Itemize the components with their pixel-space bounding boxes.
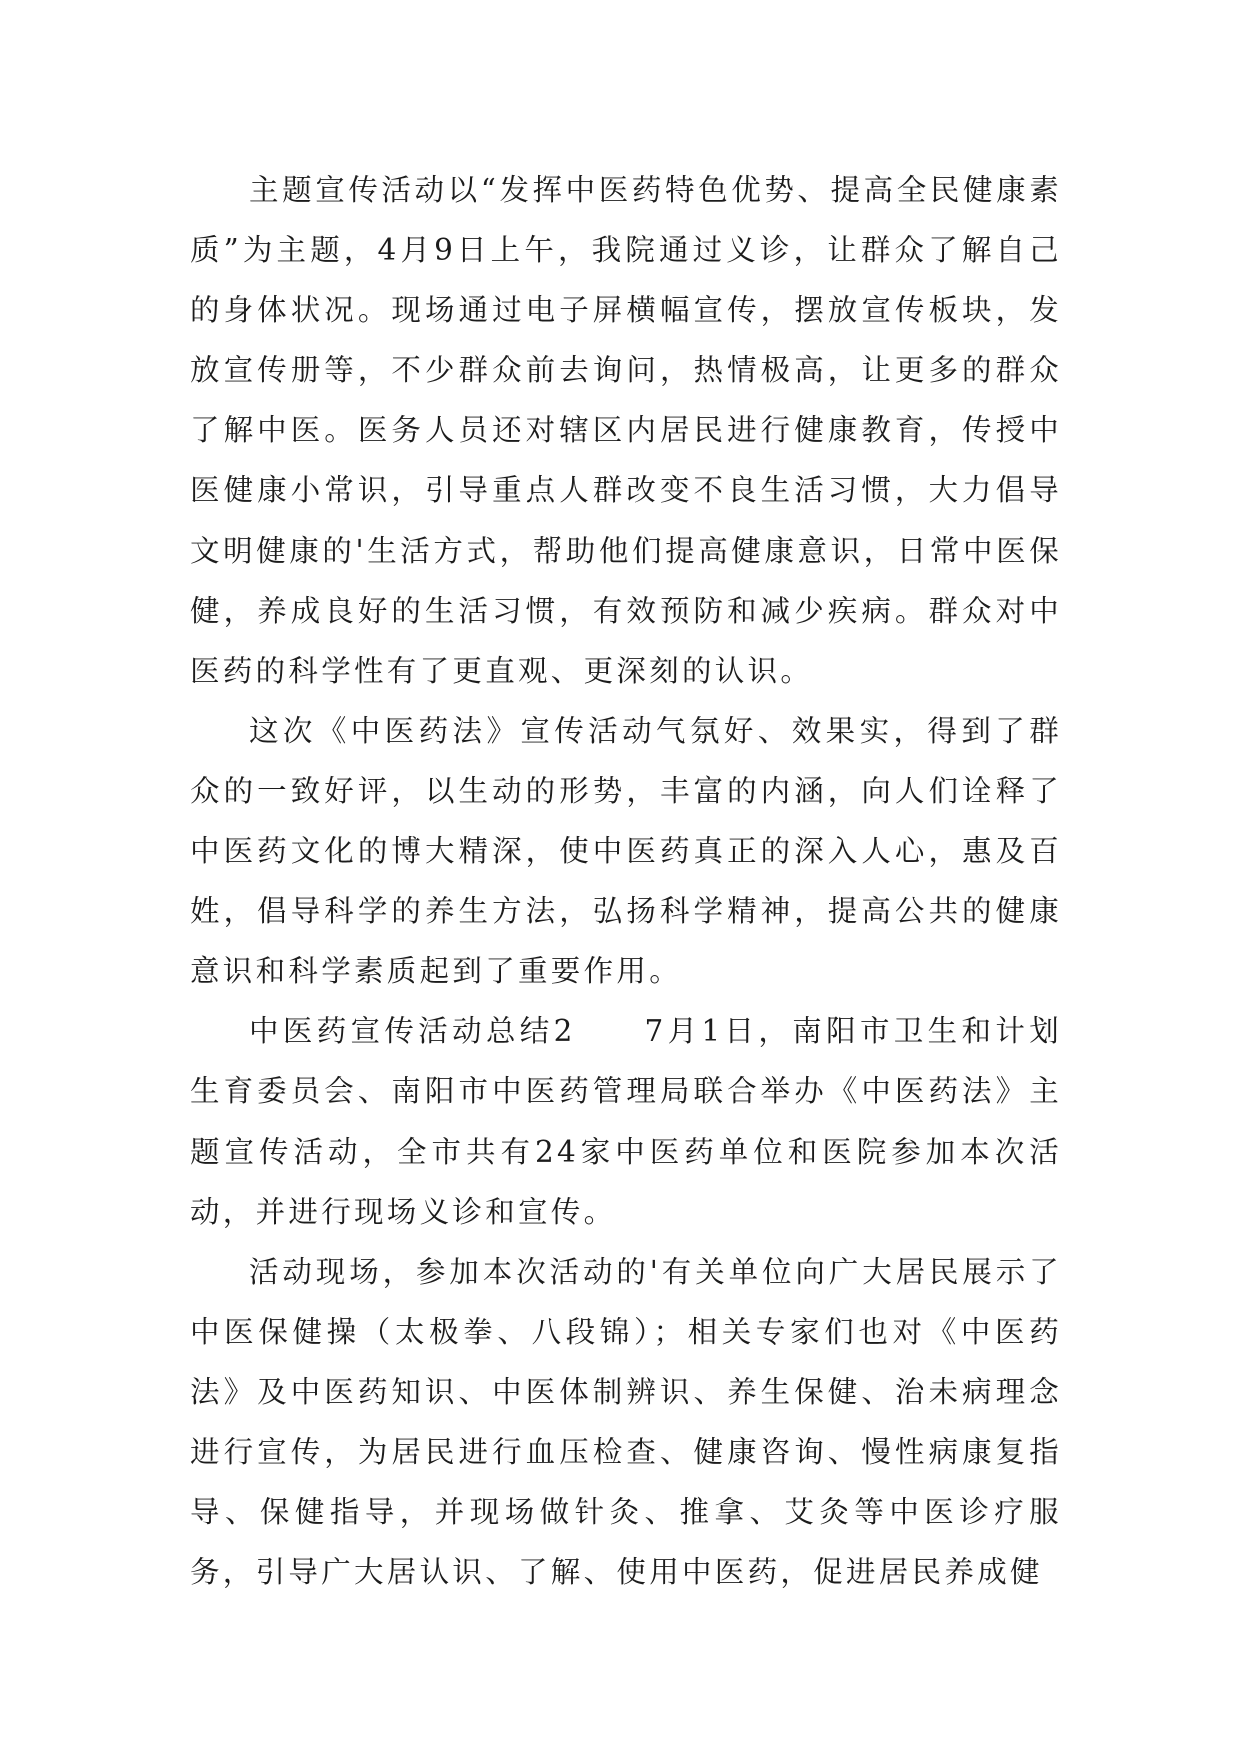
paragraph-1: 主题宣传活动以“发挥中医药特色优势、提高全民健康素质”为主题，4月9日上午，我院通过义诊，让群众了解自己的身体状况。现场通过电子屏横幅宣传，摆放宣传板块，发放宣传册等，不少群众前去询问，热情极高，让更多的群众了解中医。医务人员还对辖区内居民进行健康教育，传授中医健康小常识，引导重点人群改变不良生活习惯，大力倡导文明健康的'生活方式，帮助他们提高健康意识，日常中医保健，养成良好的生活习惯，有效预防和减少疾病。群众对中医药的科学性有了更直观、更深刻的认识。 bbox=[190, 173, 1062, 688]
paragraph-4: 活动现场，参加本次活动的'有关单位向广大居民展示了中医保健操（太极拳、八段锦）；相关专家们也对《中医药法》及中医药知识、中医体制辨识、养生保健、治未病理念进行宣传，为居民进行血压检查、健康咨询、慢性病康复指导、保健指导，并现场做针灸、推拿、艾灸等中医诊疗服务，引导广大居认识、了解、使用中医药，促进居民养成健 bbox=[190, 1254, 1062, 1590]
paragraph-3: 中医药宣传活动总结2 7月1日，南阳市卫生和计划生育委员会、南阳市中医药管理局联合举办《中医药法》主题宣传活动，全市共有24家中医药单位和医院参加本次活动，并进行现场义诊和宣传。 bbox=[190, 1014, 1062, 1229]
paragraph-2: 这次《中医药法》宣传活动气氛好、效果实，得到了群众的一致好评，以生动的形势，丰富的内涵，向人们诠释了中医药文化的博大精深，使中医药真正的深入人心，惠及百姓，倡导科学的养生方法，弘扬科学精神，提高公共的健康意识和科学素质起到了重要作用。 bbox=[190, 713, 1062, 989]
document-body bbox=[190, 160, 1062, 1602]
